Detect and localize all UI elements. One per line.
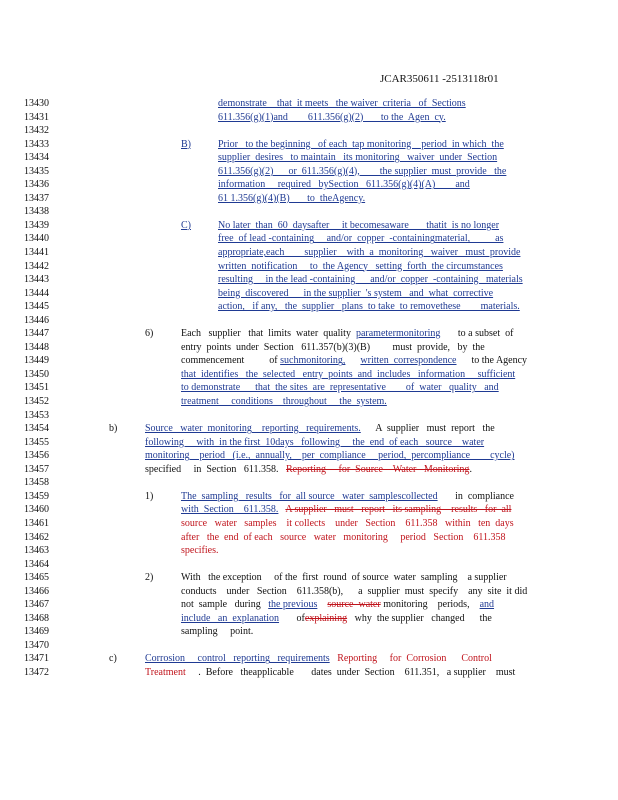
document-line [0, 544, 618, 558]
list-marker: c) [109, 653, 117, 665]
line-number: 13462 [24, 531, 49, 543]
inserted-text: appropriate,each supplier with a monitoring waiver must provide [218, 247, 521, 259]
document-line [0, 314, 618, 328]
line-text [181, 598, 494, 612]
plain-text: why the supplier changed the [347, 612, 492, 624]
red-text: specifies. [181, 545, 219, 557]
document-line [0, 585, 618, 599]
inserted-text: include an explanation [181, 612, 280, 624]
line-text [181, 341, 485, 355]
line-text [181, 503, 511, 517]
line-text [218, 260, 503, 274]
line-text [145, 666, 515, 680]
plain-text: A supplier must report the [360, 423, 495, 435]
line-number: 13467 [24, 599, 49, 611]
line-text [181, 531, 506, 545]
document-line [0, 97, 618, 111]
line-text [145, 422, 495, 436]
line-number: 13454 [24, 423, 49, 435]
document-line [0, 219, 618, 233]
line-text [218, 138, 504, 152]
plain-text: entry points under Section 611.357(b)(3)(B) must provide, by the [181, 341, 485, 353]
line-text [181, 381, 499, 395]
line-number: 13436 [24, 179, 49, 191]
line-number: 13452 [24, 396, 49, 408]
list-marker: 1) [145, 490, 154, 502]
plain-text: sampling point. [181, 626, 254, 638]
line-number: 13448 [24, 341, 49, 353]
line-number: 13456 [24, 450, 49, 462]
line-text [218, 178, 470, 192]
line-number: 13455 [24, 436, 49, 448]
inserted-text: Corrosion control reporting requirements [145, 653, 330, 665]
inserted-text: being discovered in the supplier 's system and what corrective [218, 287, 494, 299]
line-number: 13441 [24, 247, 49, 259]
line-number: 13471 [24, 653, 49, 665]
document-line [0, 476, 618, 490]
deleted-text: Reporting for Source Water Monitoring [286, 463, 470, 475]
plain-text: . [469, 463, 472, 475]
document-line [0, 449, 618, 463]
inserted-text: Prior to the beginning of each tap monitoring period in which the [218, 138, 504, 150]
document-line [0, 232, 618, 246]
plain-text [345, 355, 360, 366]
document-line [0, 490, 618, 504]
line-text [181, 490, 514, 504]
document-line [0, 625, 618, 639]
document-line [0, 138, 618, 152]
line-number: 13438 [24, 206, 49, 218]
document-line [0, 287, 618, 301]
line-text [218, 273, 523, 287]
line-text [181, 544, 219, 558]
plain-text: specified in Section 611.358. [145, 463, 286, 475]
plain-text: conducts under Section 611.358(b), a supplier must specify any site it did [181, 585, 528, 597]
document-line [0, 165, 618, 179]
inserted-text: the previous [268, 599, 318, 611]
inserted-text: free of lead -containing and/or copper -containingmaterial, as [218, 233, 504, 245]
document-line [0, 341, 618, 355]
inserted-text: written correspondence [360, 355, 457, 367]
inserted-text: treatment conditions throughout the system. [181, 396, 387, 408]
line-text [181, 625, 253, 639]
inserted-text: supplier desires to maintain its monitoring waiver under Section [218, 152, 498, 164]
line-text [181, 368, 515, 382]
line-number: 13457 [24, 463, 49, 475]
document-line [0, 178, 618, 192]
document-line [0, 531, 618, 545]
line-number: 13468 [24, 612, 49, 624]
inserted-text: and [479, 599, 495, 611]
document-line [0, 652, 618, 666]
document-line [0, 503, 618, 517]
red-text: Treatment [145, 666, 186, 678]
red-text: Reporting for Corrosion Control [337, 653, 492, 665]
document-line [0, 192, 618, 206]
line-number: 13470 [24, 639, 49, 651]
plain-text [317, 599, 327, 610]
document-line [0, 260, 618, 274]
document-line [0, 246, 618, 260]
inserted-text: monitoring period (i.e., annually, per compliance period, percompliance cycle) [145, 450, 515, 462]
document-header: JCAR350611 -2513118r01 [380, 73, 499, 85]
list-marker: C) [181, 219, 191, 231]
line-text [181, 585, 527, 599]
list-marker: B) [181, 138, 191, 150]
document-line [0, 558, 618, 572]
plain-text: of [279, 612, 305, 624]
inserted-text: suchmonitoring, [280, 355, 346, 367]
line-number: 13433 [24, 138, 49, 150]
deleted-text: explaining [304, 612, 348, 624]
line-number: 13459 [24, 490, 49, 502]
document-line [0, 151, 618, 165]
line-text [218, 97, 466, 111]
line-text [181, 517, 514, 531]
line-text [218, 287, 493, 301]
line-number: 13440 [24, 233, 49, 245]
inserted-text: 611.356(g)(2) or 611.356(g)(4), the supplier must provide the [218, 165, 507, 177]
list-marker: 6) [145, 328, 154, 340]
line-number: 13464 [24, 558, 49, 570]
line-number: 13443 [24, 274, 49, 286]
line-number: 13453 [24, 409, 49, 421]
plain-text: not sample during [181, 599, 269, 611]
line-text [145, 652, 492, 666]
document-line [0, 395, 618, 409]
line-number: 13442 [24, 260, 49, 272]
line-text [181, 571, 507, 585]
plain-text: monitoring periods, [380, 599, 480, 611]
deleted-text: A supplier must report its sampling results for all [285, 504, 512, 516]
document-line [0, 571, 618, 585]
line-text [218, 111, 446, 125]
document-line [0, 422, 618, 436]
document-line [0, 300, 618, 314]
red-text: source water samples it collects under Section 611.358 within ten days [181, 517, 514, 529]
document-line [0, 517, 618, 531]
document-line [0, 436, 618, 450]
plain-text: Each supplier that limits water quality [181, 328, 356, 340]
inserted-text: parametermonitoring [355, 328, 441, 340]
line-text [218, 219, 499, 233]
line-number: 13431 [24, 111, 49, 123]
document-line [0, 205, 618, 219]
line-text [145, 449, 515, 463]
document-line [0, 273, 618, 287]
line-number: 13434 [24, 152, 49, 164]
inserted-text: resulting in the lead -containing and/or copper -containing materials [218, 274, 523, 286]
line-text [218, 192, 365, 206]
inserted-text: 611.356(g)(1)and 611.356(g)(2) to the Agen cy. [218, 111, 446, 123]
inserted-text: following with in the first 10days following the end of each source water [145, 436, 485, 448]
line-number: 13472 [24, 666, 49, 678]
document-line [0, 354, 618, 368]
line-number: 13469 [24, 626, 49, 638]
line-text [181, 612, 492, 626]
line-number: 13463 [24, 545, 49, 557]
inserted-text: demonstrate that it meets the waiver criteria of Sections [218, 98, 466, 109]
line-text [218, 232, 503, 246]
inserted-text: that identifies the selected entry points and includes information sufficient [181, 368, 516, 380]
document-line [0, 666, 618, 680]
plain-text: . Before theapplicable dates under Section 611.351, a supplier must [185, 666, 516, 678]
inserted-text: information required bySection 611.356(g)(4)(A) and [218, 179, 470, 191]
line-number: 13439 [24, 219, 49, 231]
line-text [218, 300, 520, 314]
document-line [0, 639, 618, 653]
plain-text: With the exception of the first round of source water sampling a supplier [181, 572, 507, 584]
document-line [0, 409, 618, 423]
line-number: 13450 [24, 368, 49, 380]
line-text [218, 151, 497, 165]
line-number: 13430 [24, 98, 49, 109]
line-number: 13466 [24, 585, 49, 597]
deleted-text: source water [327, 599, 381, 611]
inserted-text: Source water monitoring reporting requirements. [145, 423, 361, 435]
inserted-text: to demonstrate that the sites are representative of water quality and [181, 382, 499, 394]
line-number: 13451 [24, 382, 49, 394]
inserted-text: 61 1.356(g)(4)(B) to theAgency. [218, 192, 366, 204]
document-body [0, 97, 618, 680]
line-number: 13432 [24, 125, 49, 137]
line-number: 13465 [24, 572, 49, 584]
document-line [0, 612, 618, 626]
line-text [181, 327, 513, 341]
line-text [145, 436, 484, 450]
line-text [181, 395, 387, 409]
line-text [145, 463, 472, 477]
line-text [218, 165, 506, 179]
line-number: 13435 [24, 165, 49, 177]
line-text [218, 246, 520, 260]
document-line [0, 381, 618, 395]
line-number: 13461 [24, 517, 49, 529]
list-marker: 2) [145, 572, 154, 584]
document-line [0, 124, 618, 138]
document-line [0, 368, 618, 382]
plain-text: commencement of [181, 355, 281, 367]
plain-text: to the Agency [456, 355, 528, 367]
plain-text: to a subset of [440, 328, 514, 340]
line-number: 13444 [24, 287, 49, 299]
line-number: 13449 [24, 355, 49, 367]
line-number: 13446 [24, 314, 49, 326]
document-line [0, 463, 618, 477]
document-line [0, 327, 618, 341]
document-line [0, 598, 618, 612]
line-number: 13460 [24, 504, 49, 516]
line-text [181, 354, 527, 368]
red-text: after the end of each source water monitoring period Section 611.358 [181, 531, 506, 543]
line-number: 13447 [24, 328, 49, 340]
document-line [0, 111, 618, 125]
list-marker: b) [109, 423, 118, 435]
line-number: 13458 [24, 477, 49, 489]
inserted-text: with Section 611.358. [181, 504, 279, 516]
inserted-text: No later than 60 daysafter it becomesaware thatit is no longer [218, 219, 500, 231]
line-number: 13437 [24, 192, 49, 204]
inserted-text: written notification to the Agency setting forth the circumstances [218, 260, 503, 272]
plain-text: in compliance [437, 490, 514, 502]
inserted-text: action, if any, the supplier plans to take to removethese materials. [218, 301, 520, 313]
line-number: 13445 [24, 301, 49, 313]
inserted-text: The sampling results for all source water samplescollected [181, 490, 438, 502]
